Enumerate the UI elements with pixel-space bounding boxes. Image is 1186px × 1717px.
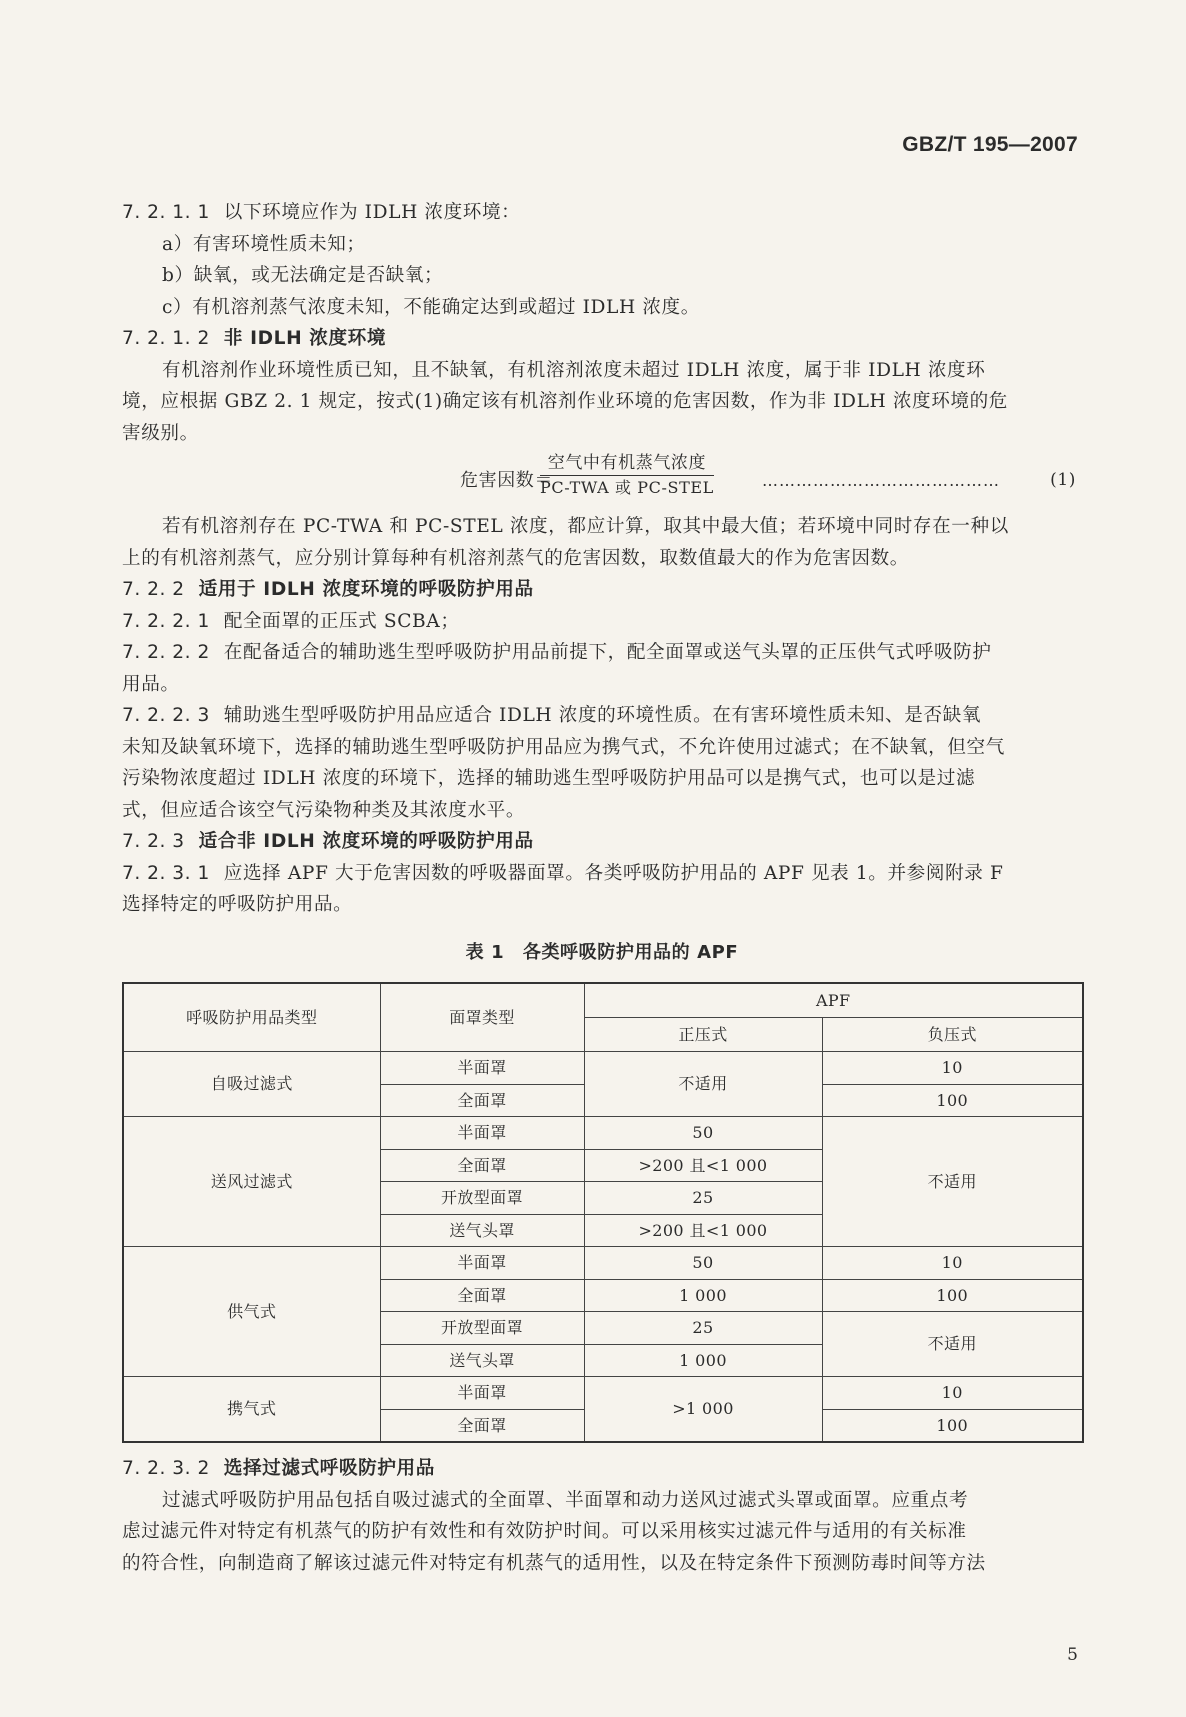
- table-row: [123, 1117, 1083, 1150]
- paragraph-line: 过滤式呼吸防护用品包括自吸过滤式的全面罩、半面罩和动力送风过滤式头罩或面罩。应重点考: [162, 1489, 969, 1511]
- mask-cell: 半面罩: [380, 1117, 584, 1150]
- paragraph-line: 用品。: [122, 673, 180, 695]
- formula-leader-dots: ……………………………………: [762, 471, 1000, 490]
- clause-title: 选择过滤式呼吸防护用品: [223, 1458, 435, 1479]
- mask-cell: 送气头罩: [380, 1214, 584, 1247]
- negative-cell: 100: [822, 1084, 1083, 1117]
- negative-cell: 10: [822, 1247, 1083, 1280]
- paragraph-line: 式，但应适合该空气污染物种类及其浓度水平。: [122, 799, 526, 821]
- paragraph-line: 害级别。: [122, 422, 199, 444]
- formula-lhs: 危害因数＝: [460, 470, 553, 491]
- paragraph-line: 若有机溶剂存在 PC-TWA 和 PC-STEL 浓度，都应计算，取其中最大值；若环境中同时存在一种以: [162, 516, 1009, 537]
- clause-number: 7. 2. 2. 1: [122, 610, 210, 632]
- clause-7-2-2-3: [122, 700, 1082, 732]
- positive-cell: 1 000: [584, 1279, 822, 1312]
- formula-numerator: 空气中有机蒸气浓度: [540, 451, 714, 476]
- list-item: c）有机溶剂蒸气浓度未知，不能确定达到或超过 IDLH 浓度。: [162, 296, 700, 318]
- negative-cell: 不适用: [822, 1312, 1083, 1377]
- clause-7-2-2-2: [122, 637, 1082, 669]
- mask-cell: 开放型面罩: [380, 1182, 584, 1215]
- clause-7-2-2: [122, 574, 1082, 606]
- clause-number: 7. 2. 2. 3: [122, 705, 210, 726]
- body-content: [122, 197, 1082, 1579]
- negative-cell: 100: [822, 1279, 1083, 1312]
- paragraph-line: 的符合性，向制造商了解该过滤元件对特定有机蒸气的适用性，以及在特定条件下预测防毒时间等方法: [122, 1552, 986, 1574]
- table-caption: 表 1 各类呼吸防护用品的 APF: [465, 941, 739, 963]
- formula-fraction: [540, 451, 714, 500]
- mask-cell: 半面罩: [380, 1052, 584, 1085]
- clause-text: 辅助逃生型呼吸防护用品应适合 IDLH 浓度的环境性质。在有害环境性质未知、是否缺氧: [223, 705, 982, 726]
- clause-number: 7. 2. 3: [122, 831, 185, 852]
- list-item: a）有害环境性质未知；: [162, 233, 366, 255]
- clause-7-2-2-1: [122, 606, 1082, 638]
- type-cell: 自吸过滤式: [123, 1052, 380, 1117]
- header-mask: 面罩类型: [380, 983, 584, 1052]
- clause-number: 7. 2. 3. 2: [122, 1458, 210, 1479]
- positive-cell: >200 且<1 000: [584, 1149, 822, 1182]
- equation-number: (1): [1050, 470, 1076, 490]
- hazard-factor-formula: [122, 451, 1082, 511]
- positive-cell: 25: [584, 1182, 822, 1215]
- clause-text: 应选择 APF 大于危害因数的呼吸器面罩。各类呼吸防护用品的 APF 见表 1。并参阅附录 F: [223, 862, 1004, 884]
- formula-denominator: PC-TWA 或 PC-STEL: [540, 478, 714, 497]
- positive-cell: 25: [584, 1312, 822, 1345]
- mask-cell: 全面罩: [380, 1084, 584, 1117]
- positive-cell: 50: [584, 1247, 822, 1280]
- positive-cell: 1 000: [584, 1344, 822, 1377]
- mask-cell: 全面罩: [380, 1279, 584, 1312]
- negative-cell: 100: [822, 1409, 1083, 1442]
- paragraph-line: 选择特定的呼吸防护用品。: [122, 894, 353, 915]
- paragraph-line: 未知及缺氧环境下，选择的辅助逃生型呼吸防护用品应为携气式，不允许使用过滤式；在不缺氧，但空气: [122, 736, 1005, 758]
- paragraph-line: 虑过滤元件对特定有机蒸气的防护有效性和有效防护时间。可以采用核实过滤元件与适用的有关标准: [122, 1521, 967, 1542]
- apf-table: [122, 982, 1084, 1443]
- positive-cell: 不适用: [584, 1052, 822, 1117]
- negative-cell: 不适用: [822, 1117, 1083, 1247]
- clause-text: 在配备适合的辅助逃生型呼吸防护用品前提下，配全面罩或送气头罩的正压供气式呼吸防护: [223, 642, 992, 663]
- negative-cell: 10: [822, 1377, 1083, 1410]
- clause-text: 以下环境应作为 IDLH 浓度环境：: [223, 202, 521, 223]
- clause-text: 配全面罩的正压式 SCBA；: [223, 610, 460, 632]
- clause-number: 7. 2. 2. 2: [122, 642, 210, 663]
- mask-cell: 送气头罩: [380, 1344, 584, 1377]
- negative-cell: 10: [822, 1052, 1083, 1085]
- mask-cell: 半面罩: [380, 1247, 584, 1280]
- header-positive: 正压式: [584, 1018, 822, 1052]
- clause-number: 7. 2. 1. 1: [122, 202, 210, 223]
- spacer: [122, 1443, 1082, 1453]
- mask-cell: 全面罩: [380, 1149, 584, 1182]
- positive-cell: >1 000: [584, 1377, 822, 1443]
- header-negative: 负压式: [822, 1018, 1083, 1052]
- positive-cell: >200 且<1 000: [584, 1214, 822, 1247]
- clause-7-2-3-1: [122, 858, 1082, 890]
- table-row: [123, 1052, 1083, 1085]
- mask-cell: 开放型面罩: [380, 1312, 584, 1345]
- header-type: 呼吸防护用品类型: [123, 983, 380, 1052]
- clause-title: 适合非 IDLH 浓度环境的呼吸防护用品: [198, 831, 534, 852]
- table-row: [123, 1247, 1083, 1280]
- clause-7-2-3-2: [122, 1453, 1082, 1485]
- clause-number: 7. 2. 3. 1: [122, 862, 210, 884]
- clause-number: 7. 2. 2: [122, 579, 185, 600]
- type-cell: 送风过滤式: [123, 1117, 380, 1247]
- paragraph-line: 有机溶剂作业环境性质已知，且不缺氧，有机溶剂浓度未超过 IDLH 浓度，属于非 IDLH 浓度环: [162, 359, 986, 381]
- mask-cell: 全面罩: [380, 1409, 584, 1442]
- paragraph-line: 污染物浓度超过 IDLH 浓度的环境下，选择的辅助逃生型呼吸防护用品可以是携气式，也可以是过滤: [122, 768, 976, 789]
- type-cell: 携气式: [123, 1377, 380, 1443]
- clause-title: 非 IDLH 浓度环境: [223, 328, 387, 349]
- clause-title: 适用于 IDLH 浓度环境的呼吸防护用品: [198, 579, 534, 600]
- clause-7-2-3: [122, 826, 1082, 858]
- header-apf: APF: [584, 983, 1083, 1018]
- table-row: [123, 1377, 1083, 1410]
- standard-code-header: GBZ/T 195—2007: [902, 133, 1078, 156]
- paragraph-line: 境，应根据 GBZ 2. 1 规定，按式(1)确定该有机溶剂作业环境的危害因数，作为非 IDLH 浓度环境的危: [122, 391, 1008, 412]
- type-cell: 供气式: [123, 1247, 380, 1377]
- clause-number: 7. 2. 1. 2: [122, 328, 210, 349]
- mask-cell: 半面罩: [380, 1377, 584, 1410]
- page-number: 5: [1067, 1645, 1078, 1665]
- clause-7-2-1-2: [122, 323, 1082, 355]
- positive-cell: 50: [584, 1117, 822, 1150]
- paragraph-line: 上的有机溶剂蒸气，应分别计算每种有机溶剂蒸气的危害因数，取数值最大的作为危害因数。: [122, 547, 909, 569]
- list-item: b）缺氧，或无法确定是否缺氧；: [162, 265, 444, 286]
- clause-7-2-1-1: [122, 197, 1082, 229]
